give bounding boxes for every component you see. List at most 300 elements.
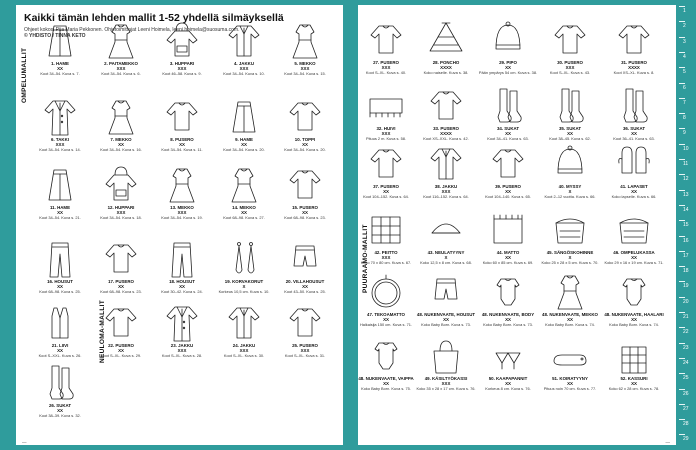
item-label: 34. SUKAT [496, 126, 520, 131]
item-difficulty: XX [179, 284, 185, 289]
beanie-sketch-icon [550, 145, 590, 183]
ruler-number: 11 [683, 161, 689, 167]
top-sketch-icon [162, 98, 202, 136]
item-sizes: Koot 34–54. Kuva s. 20. [284, 147, 326, 152]
item-difficulty: XX [241, 142, 247, 147]
pattern-item [478, 211, 538, 265]
pattern-item [540, 145, 600, 199]
hoodie-sketch-icon [162, 22, 202, 60]
dress-sketch-icon [162, 166, 202, 204]
item-sizes: Koot 43–50. Kuva s. 25. [284, 289, 326, 294]
item-label: 20. VILLAHOUSUT [285, 279, 325, 284]
item-sizes: Koot 36–41. Kuva s. 63. [613, 136, 655, 141]
item-label: 7. MEKKO [110, 137, 132, 142]
item-difficulty: X [568, 189, 572, 194]
pattern-item [275, 304, 335, 358]
pattern-item [30, 98, 90, 152]
item-sizes: Koko 60 x 85 cm. Kuva s. 69. [482, 260, 534, 265]
pattern-item [152, 22, 212, 76]
right-page-number: — [665, 440, 670, 445]
item-sizes: Koko 29 x 16 x 19 cm. Kuva s. 71. [604, 260, 664, 265]
item-difficulty: XX [302, 210, 308, 215]
ruler-tick [679, 98, 685, 99]
ruler-tick [679, 220, 685, 221]
item-sizes: Koot 30–42. Kuva s. 24. [161, 289, 203, 294]
item-sizes: Koot S–XL. Kuva s. 40. [365, 70, 407, 75]
item-label: 45. SÄNGÖSKOHINNE [546, 250, 594, 255]
pattern-item [91, 98, 151, 152]
item-label: 29. PIPO [499, 60, 517, 65]
pattern-item [604, 211, 664, 265]
item-label: 10. TOPPI [294, 137, 316, 142]
ruler-tick [679, 236, 685, 237]
left-page [16, 5, 343, 445]
skirt-sketch-icon [40, 22, 80, 60]
vest-sketch-icon [40, 304, 80, 342]
item-sizes: Korkeus 10,5 cm. Kuva s. 10. [218, 289, 270, 294]
ruler-tick [679, 373, 685, 374]
ruler-tick [679, 389, 685, 390]
top-sketch-icon [101, 304, 141, 342]
pattern-item [30, 364, 90, 418]
pattern-item [275, 98, 335, 152]
item-sizes: Pituus 2 m. Kuva s. 58. [365, 136, 406, 141]
blanket-sketch-icon [366, 211, 406, 249]
item-difficulty: XX [383, 189, 389, 194]
top-sketch-icon [285, 166, 325, 204]
top-sketch-icon [488, 145, 528, 183]
item-difficulty: XX [505, 381, 511, 386]
item-label: 3. HUPPARI [169, 61, 195, 66]
ruler-number: 15 [683, 222, 689, 229]
item-difficulty: XX [57, 66, 63, 71]
item-label: 40. MYSSY [558, 184, 582, 189]
ruler-number: 4 [683, 53, 686, 60]
ruler-tick [679, 205, 685, 206]
ruler-tick [679, 174, 685, 175]
ruler-tick [679, 113, 685, 114]
item-difficulty: XX [567, 131, 573, 136]
pattern-item [275, 22, 335, 76]
pattern-item [604, 145, 664, 199]
dog-sketch-icon [550, 337, 590, 375]
ruler-tick [679, 358, 685, 359]
item-sizes: Koko Baby Born. Kuva s. 75. [361, 386, 411, 391]
ruler-number: 21 [683, 314, 689, 320]
item-sizes: Koot 34–54. Kuva s. 20. [223, 147, 265, 152]
ruler-tick [679, 144, 685, 145]
ruler-number: 27 [683, 405, 689, 412]
item-difficulty: XX [631, 317, 637, 322]
item-sizes: Koot 34–54. Kuva s. 6. [101, 71, 141, 76]
ruler-number: 17 [683, 252, 689, 259]
dress-sketch-icon [285, 22, 325, 60]
item-difficulty: XXX [381, 65, 391, 70]
item-label: 36. SUKAT [622, 126, 646, 131]
pattern-item [275, 166, 335, 220]
socks-sketch-icon [40, 364, 80, 402]
item-difficulty: XX [505, 317, 511, 322]
cushion-sketch-icon [426, 211, 466, 249]
item-label: 50. KAAPAPANNIT [488, 376, 528, 381]
item-label: 49. KÄSILTYÖKASSI [424, 376, 468, 381]
item-sizes: Pään ympärys 54 cm. Kuva s. 38. [478, 70, 538, 75]
ruler-tick [679, 52, 685, 53]
pattern-item [604, 337, 664, 391]
ruler-number: 7 [683, 99, 686, 106]
item-label: 48. NUKENVAATE, HOUSUT [416, 312, 476, 317]
coat-sketch-icon [162, 304, 202, 342]
item-sizes: Halkaisija 150 cm. Kuva s. 71. [359, 322, 413, 327]
right-page [358, 5, 676, 445]
item-label: 5. MEKKO [294, 61, 316, 66]
ruler-tick [679, 83, 685, 84]
item-difficulty: XX [57, 210, 63, 215]
ruler-number: 14 [683, 206, 689, 213]
ruler-number: 1 [683, 8, 686, 14]
ruler-tick [679, 159, 685, 160]
item-sizes: Koko naiselle. Kuva s. 38. [423, 70, 469, 75]
item-difficulty: XXXX [440, 65, 452, 70]
category-knitting: NEULOMA-MALLIT [99, 299, 106, 363]
item-label: 48. NUKENVAATE, BODY [481, 312, 535, 317]
item-sizes: Koko Baby Born. Kuva s. 74. [609, 322, 659, 327]
left-page-number: — [22, 440, 27, 445]
item-difficulty: XXX [177, 210, 187, 215]
pattern-item [214, 304, 274, 358]
item-difficulty: XXX [300, 66, 310, 71]
pattern-item [30, 166, 90, 220]
dress-sketch-icon [550, 273, 590, 311]
item-label: 26. SUKAT [48, 403, 72, 408]
top-sketch-icon [614, 21, 654, 59]
item-sizes: Koot 34–54. Kuva s. 19. [161, 215, 203, 220]
jacket-sketch-icon [224, 304, 264, 342]
item-sizes: Koot 34–54. Kuva s. 21. [39, 215, 81, 220]
item-sizes: Koko 35 x 28 x 17 cm. Kuva s. 76. [416, 386, 476, 391]
ruler-tick [679, 327, 685, 328]
pattern-item [152, 240, 212, 294]
pattern-item [478, 21, 538, 75]
pattern-item [358, 21, 416, 75]
item-label: 21. LIIVI [51, 343, 69, 348]
difficulty-legend: Ohjeiden vaikeusaste: X = Aloittelijalle XX = Hieman harrastaneelle XXX = Kokeneelle tekijälle XXXX = Taitavalle [374, 10, 604, 15]
item-label: 48. NUKENVAATE, MEKKO [542, 312, 598, 317]
item-label: 27. PUSERO [373, 60, 399, 65]
top-sketch-icon [366, 21, 406, 59]
item-difficulty: XXX [441, 189, 451, 194]
item-difficulty: XX [57, 284, 63, 289]
socks-sketch-icon [614, 87, 654, 125]
beanie-sketch-icon [488, 21, 528, 59]
item-difficulty: XX [118, 348, 124, 353]
ruler-tick [679, 404, 685, 405]
item-difficulty: X [444, 255, 448, 260]
item-sizes: Koot 38–45. Kuva s. 62. [549, 136, 591, 141]
item-difficulty: XXX [116, 66, 126, 71]
item-difficulty: XXXX [440, 131, 452, 136]
ruler-number: 23 [683, 344, 689, 351]
item-difficulty: XX [118, 142, 124, 147]
item-difficulty: XXX [565, 65, 575, 70]
item-sizes: Koot S–XL. Kuva s. 31. [284, 353, 326, 358]
item-label: 48. NUKENVAATE, HAALARI [604, 312, 664, 317]
item-sizes: Pituus noin 70 cm. Kuva s. 77. [543, 386, 597, 391]
item-difficulty: XXX [441, 381, 451, 386]
ruler-number: 22 [683, 329, 689, 336]
item-sizes: Koot 34–54. Kuva s. 10. [223, 71, 265, 76]
item-sizes: Koot S–XL. Kuva s. 43. [549, 70, 591, 75]
item-difficulty: XXXX [628, 65, 640, 70]
item-label: 37. PUSERO [373, 184, 399, 189]
item-label: 48. NUKENVAATE, VAIPPA [358, 376, 414, 381]
ruler-tick [679, 6, 685, 7]
ruler-number: 19 [683, 283, 689, 290]
item-sizes: Koko Baby Born. Kuva s. 73. [421, 322, 471, 327]
pattern-item [214, 240, 274, 294]
item-difficulty: XXX [381, 131, 391, 136]
item-sizes: Koot 34–54. Kuva s. 16. [100, 147, 142, 152]
item-label: 38. JAKKU [434, 184, 458, 189]
ruler-tick [679, 128, 685, 129]
ruler-number: 26 [683, 390, 689, 397]
item-difficulty: XX [631, 255, 637, 260]
item-difficulty: XXX [239, 348, 249, 353]
pattern-item [540, 87, 600, 141]
hoodie-sketch-icon [101, 166, 141, 204]
scarf-sketch-icon [366, 87, 406, 125]
pattern-item [604, 87, 664, 141]
item-label: 15. PUSERO [292, 205, 318, 210]
ruler-number: 13 [683, 191, 689, 198]
dress-sketch-icon [101, 98, 141, 136]
pattern-item [540, 337, 600, 391]
item-sizes: Koot 116–152. Kuva s. 64. [423, 194, 469, 199]
pattern-item [416, 21, 476, 75]
pattern-item [604, 273, 664, 327]
pattern-item [91, 166, 151, 220]
item-difficulty: XX [631, 131, 637, 136]
ruler-number: 5 [683, 69, 686, 76]
item-sizes: Koot 68–98. Kuva s. 27. [223, 215, 265, 220]
item-label: 16. HOUSUT [47, 279, 73, 284]
item-label: 13. MEKKO [170, 205, 194, 210]
ruler-tick [679, 21, 685, 22]
socks-sketch-icon [488, 87, 528, 125]
ruler-number: 16 [683, 237, 689, 244]
item-difficulty: XX [505, 255, 511, 260]
pattern-item [478, 273, 538, 327]
item-label: 39. PUSERO [495, 184, 521, 189]
pattern-item [152, 304, 212, 358]
pattern-item [416, 87, 476, 141]
item-difficulty: XXX [177, 348, 187, 353]
pattern-item [152, 98, 212, 152]
item-difficulty: XX [443, 317, 449, 322]
item-sizes: Koot XS–XXL. Kuva s. 42. [423, 136, 469, 141]
item-difficulty: XX [179, 142, 185, 147]
item-difficulty: XXX [177, 66, 187, 71]
item-sizes: Koot 34–54. Kuva s. 11. [161, 147, 203, 152]
ruler-number: 20 [683, 298, 689, 305]
ruler-tick [679, 67, 685, 68]
body-sketch-icon [366, 337, 406, 375]
hoop-sketch-icon [366, 273, 406, 311]
shorts-sketch-icon [426, 273, 466, 311]
item-difficulty: XXX [55, 142, 65, 147]
item-label: 24. JAKKU [232, 343, 256, 348]
top-sketch-icon [285, 98, 325, 136]
item-label: 6. TAKKI [51, 137, 69, 142]
item-difficulty: XX [241, 210, 247, 215]
item-label: 30. PUSERO [557, 60, 583, 65]
dress-sketch-icon [101, 22, 141, 60]
pattern-item [540, 21, 600, 75]
ruler-number: 25 [683, 375, 689, 382]
item-label: 43. NEULATYYNY [427, 250, 465, 255]
item-difficulty: XX [302, 284, 308, 289]
pattern-item [540, 211, 600, 265]
pattern-item [30, 22, 90, 76]
ruler-tick [679, 251, 685, 252]
pattern-item [358, 87, 416, 141]
category-crafts: PUURAAMO-MALLIT [362, 224, 369, 293]
item-label: 18. HOUSUT [169, 279, 195, 284]
item-label: 17. PUSERO [108, 279, 134, 284]
item-sizes: Koko 62 x 28 cm. Kuva s. 78. [608, 386, 660, 391]
item-label: 46. OMPELUKASSA [613, 250, 655, 255]
body-sketch-icon [614, 273, 654, 311]
item-label: 11. HAME [49, 205, 70, 210]
pattern-item [604, 21, 664, 75]
top-sketch-icon [426, 87, 466, 125]
ruler-tick [679, 343, 685, 344]
ruler-number: 2 [683, 23, 686, 30]
item-label: 25. PUSERO [292, 343, 318, 348]
pattern-item [416, 211, 476, 265]
item-label: 23. JAKKU [170, 343, 194, 348]
item-sizes: Koot XS–XL. Kuva s. 8. [613, 70, 655, 75]
pattern-item [478, 145, 538, 199]
item-sizes: Koot 68–98. Kuva s. 23. [284, 215, 326, 220]
skirt-sketch-icon [40, 166, 80, 204]
pattern-item [91, 304, 151, 358]
shorts-sketch-icon [285, 240, 325, 278]
item-sizes: Koot S–XL. Kuva s. 28. [161, 353, 203, 358]
pattern-item [358, 211, 416, 265]
item-sizes: Koot S–XL. Kuva s. 30. [223, 353, 265, 358]
pattern-item [214, 98, 274, 152]
item-difficulty: XX [118, 284, 124, 289]
top-sketch-icon [366, 145, 406, 183]
item-label: 35. SUKAT [558, 126, 582, 131]
ruler-tick [679, 312, 685, 313]
item-difficulty: XXX [116, 210, 126, 215]
pattern-item [30, 304, 90, 358]
ruler-number: 10 [683, 145, 689, 152]
item-sizes: Koot S–XL. Kuva s. 29. [100, 353, 142, 358]
item-difficulty: XX [505, 189, 511, 194]
rug-sketch-icon [488, 211, 528, 249]
ruler-number: 9 [683, 130, 686, 137]
item-sizes: Koot 34–54. Kuva s. 7. [40, 71, 80, 76]
pattern-item [358, 337, 416, 391]
item-sizes: Koot 34–41. Kuva s. 63. [487, 136, 529, 141]
bag-sketch-icon [426, 337, 466, 375]
item-label: 2. PAITAMEKKO [104, 61, 138, 66]
item-label: 28. PONCHO [432, 60, 460, 65]
item-difficulty: XX [567, 317, 573, 322]
item-sizes: Koot 2–12 vuotta. Kuva s. 66. [544, 194, 596, 199]
top-sketch-icon [101, 240, 141, 278]
item-difficulty: XXX [381, 255, 391, 260]
item-label: 51. KOIRATYYNY [552, 376, 588, 381]
item-sizes: Koko lapselle. Kuva s. 66. [611, 194, 657, 199]
ruler-tick [679, 37, 685, 38]
item-label: 19. KORVAKORUT [224, 279, 264, 284]
item-difficulty: XX [567, 381, 573, 386]
ruler-tick [679, 190, 685, 191]
item-difficulty: XXX [300, 348, 310, 353]
item-difficulty: XX [57, 348, 63, 353]
pattern-item [478, 87, 538, 141]
item-label: 42. PEITTO [374, 250, 398, 255]
ruler-number: 3 [683, 38, 686, 45]
item-label: 9. HAME [235, 137, 253, 142]
item-difficulty: XX [631, 189, 637, 194]
item-label: 8. PUSERO [170, 137, 194, 142]
jacket-sketch-icon [426, 145, 466, 183]
item-sizes: Koot 68–98. Kuva s. 25. [39, 289, 81, 294]
earring-sketch-icon [224, 240, 264, 278]
item-sizes: Koot 46–58. Kuva s. 9. [162, 71, 202, 76]
ruler-number: 12 [683, 176, 689, 183]
item-difficulty: XX [383, 381, 389, 386]
item-label: 32. HUIVI [376, 126, 396, 131]
item-label: 4. JAKKU [233, 61, 254, 66]
pattern-item [152, 166, 212, 220]
item-sizes: Koot 38–39. Kuva s. 32. [39, 413, 81, 418]
top-sketch-icon [550, 21, 590, 59]
ruler-tick [679, 419, 685, 420]
item-label: 33. PUSERO [433, 126, 459, 131]
pattern-item [91, 240, 151, 294]
item-label: 1. HAME [51, 61, 69, 66]
pants-sketch-icon [162, 240, 202, 278]
pattern-item [540, 273, 600, 327]
item-sizes: Koot 104–140. Kuva s. 65. [485, 194, 531, 199]
item-difficulty: XXX [239, 66, 249, 71]
page-title: Kaikki tämän lehden mallit 1-52 yhdellä silmäyksellä [24, 12, 284, 24]
tote-sketch-icon [614, 337, 654, 375]
item-sizes: Koko 70 x 80 cm. Kuva s. 67. [360, 260, 412, 265]
ruler-number: 8 [683, 115, 686, 122]
basket-sketch-icon [550, 211, 590, 249]
body-sketch-icon [488, 273, 528, 311]
item-label: 47. TEKOAMATTO [367, 312, 405, 317]
ruler-number: 28 [683, 421, 689, 428]
item-label: 22. PUSERO [108, 343, 134, 348]
category-sewing: OMPELUMALLIT [21, 47, 28, 103]
ruler-number: 24 [683, 359, 689, 366]
pattern-item [416, 145, 476, 199]
item-difficulty: XX [505, 131, 511, 136]
mittens-sketch-icon [614, 145, 654, 183]
ruler-tick [679, 281, 685, 282]
pattern-item [275, 240, 335, 294]
pattern-item [478, 337, 538, 391]
ruler-tick [679, 266, 685, 267]
